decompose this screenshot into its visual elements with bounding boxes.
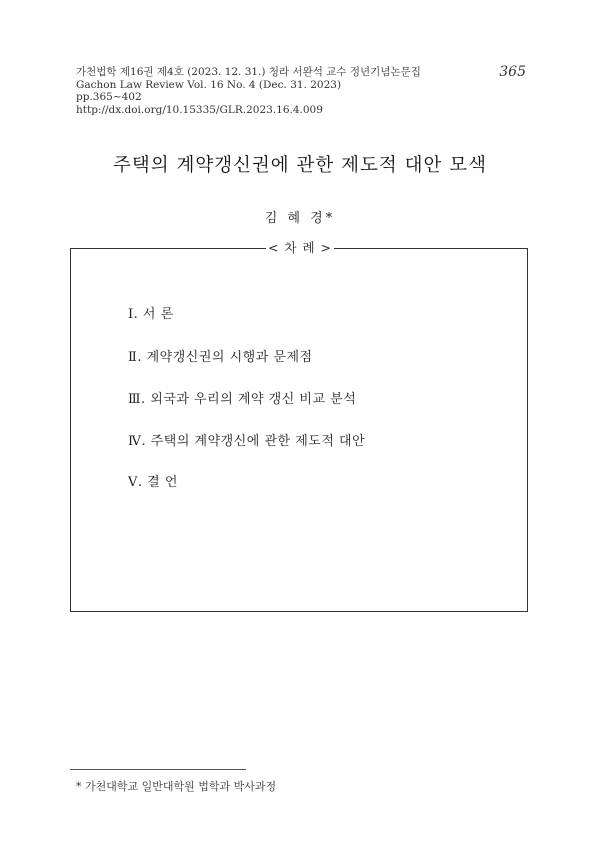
footnote-divider: [70, 769, 246, 770]
journal-title-english: Gachon Law Review Vol. 16 No. 4 (Dec. 31. 2023): [76, 78, 342, 91]
doi-link[interactable]: http://dx.doi.org/10.15335/GLR.2023.16.4.009: [76, 103, 323, 116]
journal-title-korean: 가천법학 제16권 제4호 (2023. 12. 31.) 청라 서완석 교수 정년기념논문집: [76, 66, 421, 78]
toc-label-text: < 차 례 >: [267, 240, 333, 255]
page-range: pp.365~402: [76, 91, 142, 103]
author-name: 김 혜 경*: [264, 211, 336, 226]
toc-item-conclusion: Ⅴ. 결 언: [128, 475, 178, 490]
paper-title: 주택의 계약갱신권에 관한 제도적 대안 모색: [112, 155, 488, 176]
toc-item-renewal-issues: Ⅱ. 계약갱신권의 시행과 문제점: [128, 350, 313, 365]
journal-header: [76, 66, 421, 116]
toc-item-alternatives: Ⅳ. 주택의 계약갱신에 관한 제도적 대안: [128, 434, 366, 449]
author-footnote: * 가천대학교 일반대학원 법학과 박사과정: [76, 780, 277, 793]
toc-item-introduction: Ⅰ. 서 론: [128, 307, 174, 322]
toc-label: [0, 240, 600, 256]
toc-item-comparison: Ⅲ. 외국과 우리의 계약 갱신 비교 분석: [128, 392, 357, 407]
page-number: 365: [499, 64, 526, 80]
